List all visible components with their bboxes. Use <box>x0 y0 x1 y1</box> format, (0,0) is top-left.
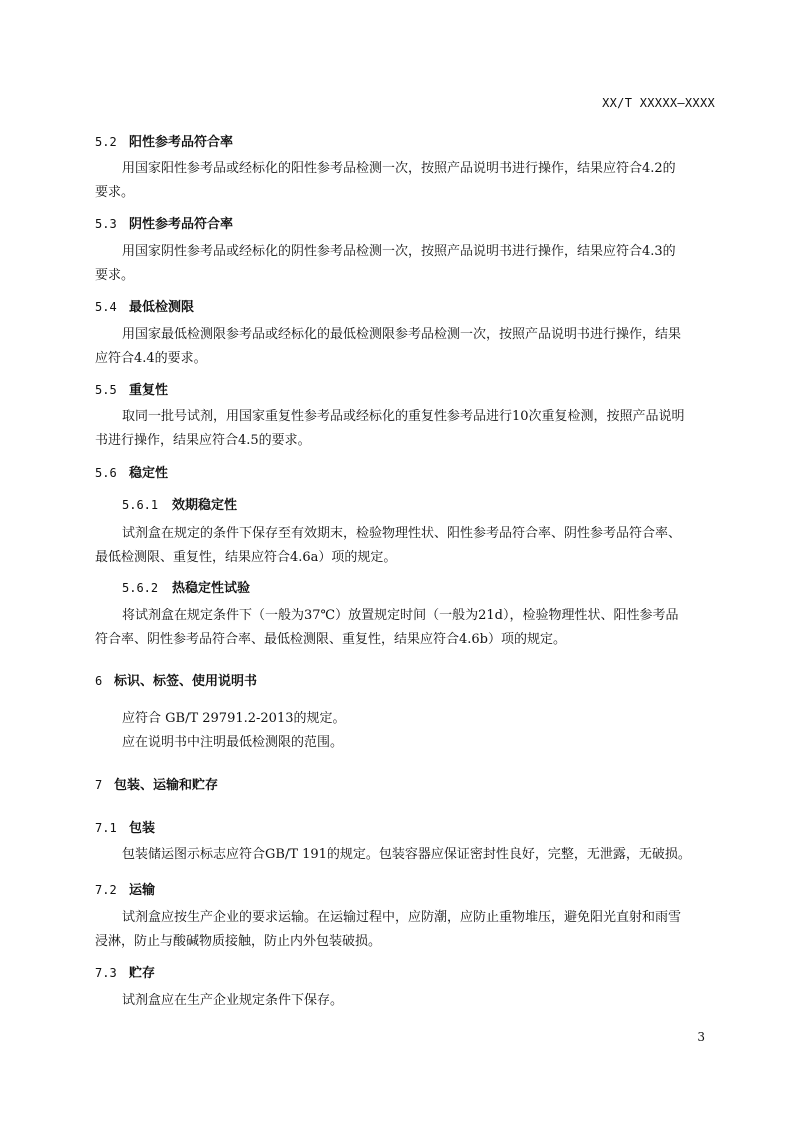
section-heading <box>95 462 168 481</box>
document-code-header: XX/T XXXXX—XXXX <box>602 96 715 110</box>
paragraph-line: 符合率、阴性参考品符合率、最低检测限、重复性，结果应符合4.6b）项的规定。 <box>95 632 566 647</box>
paragraph-line: 用国家阴性参考品或经标化的阴性参考品检测一次，按照产品说明书进行操作，结果应符合4.3的 <box>122 244 676 259</box>
paragraph <box>95 989 718 1013</box>
section-title: 包装、运输和贮存 <box>114 778 219 793</box>
section-title: 运输 <box>129 883 156 898</box>
paragraph <box>95 906 718 954</box>
section-number: 7.2 <box>95 883 117 897</box>
paragraph <box>122 707 346 755</box>
paragraph-line: 浸淋，防止与酸碱物质接触，防止内外包装破损。 <box>95 934 382 949</box>
section-title: 效期稳定性 <box>172 498 238 513</box>
section-number: 5.6 <box>95 466 117 480</box>
page-number: 3 <box>697 1030 705 1044</box>
section-title: 贮存 <box>129 966 156 981</box>
paragraph <box>95 522 718 570</box>
section-title: 最低检测限 <box>129 300 195 315</box>
subsection-heading <box>122 577 250 596</box>
paragraph <box>95 604 718 652</box>
paragraph <box>95 405 718 453</box>
section-heading <box>95 213 233 232</box>
section-heading <box>95 962 155 981</box>
paragraph-line: 将试剂盒在规定条件下（一般为37℃）放置规定时间（一般为21d），检验物理性状、阳性参考品 <box>122 608 679 623</box>
section-number: 6 <box>95 674 103 688</box>
section-heading <box>95 817 155 836</box>
section-title: 热稳定性试验 <box>172 581 251 596</box>
paragraph-line: 应符合4.4的要求。 <box>95 351 207 366</box>
section-heading <box>95 131 233 150</box>
section-number: 5.5 <box>95 383 117 397</box>
paragraph-line: 包装储运图示标志应符合GB/T 191的规定。包装容器应保证密封性良好，完整，无泄露，无破损。 <box>122 847 691 862</box>
section-number: 5.4 <box>95 300 117 314</box>
section-number: 5.6.2 <box>122 581 159 595</box>
section-title: 重复性 <box>129 383 169 398</box>
paragraph-line: 书进行操作，结果应符合4.5的要求。 <box>95 433 311 448</box>
section-heading <box>95 879 155 898</box>
section-number: 7.3 <box>95 966 117 980</box>
paragraph <box>95 157 718 205</box>
paragraph-line: 应在说明书中注明最低检测限的范围。 <box>122 735 344 750</box>
section-title: 标识、标签、使用说明书 <box>114 674 258 689</box>
section-title: 阴性参考品符合率 <box>129 217 234 232</box>
paragraph-line: 用国家最低检测限参考品或经标化的最低检测限参考品检测一次，按照产品说明书进行操作，结果 <box>122 327 682 342</box>
section-number: 5.2 <box>95 135 117 149</box>
paragraph-line: 试剂盒应在生产企业规定条件下保存。 <box>122 993 344 1008</box>
paragraph <box>95 843 718 867</box>
paragraph-line: 取同一批号试剂，用国家重复性参考品或经标化的重复性参考品进行10次重复检测，按照产品说明 <box>122 409 685 424</box>
paragraph <box>95 240 718 288</box>
subsection-heading <box>122 494 237 513</box>
section-heading <box>95 296 194 315</box>
section-number: 5.3 <box>95 217 117 231</box>
paragraph-line: 应符合 GB/T 29791.2-2013的规定。 <box>122 711 346 726</box>
paragraph-line: 试剂盒应按生产企业的要求运输。在运输过程中，应防潮，应防止重物堆压，避免阳光直射和雨雪 <box>122 910 682 925</box>
paragraph-line: 要求。 <box>95 185 135 200</box>
paragraph-line: 要求。 <box>95 268 135 283</box>
section-title: 稳定性 <box>129 466 169 481</box>
chapter-heading <box>95 670 257 689</box>
section-heading <box>95 379 168 398</box>
paragraph-line: 用国家阳性参考品或经标化的阳性参考品检测一次，按照产品说明书进行操作，结果应符合4.2的 <box>122 161 676 176</box>
section-title: 阳性参考品符合率 <box>129 135 234 150</box>
section-number: 7 <box>95 778 103 792</box>
paragraph <box>95 323 718 371</box>
paragraph-line: 试剂盒在规定的条件下保存至有效期末，检验物理性状、阳性参考品符合率、阴性参考品符合率、 <box>122 526 682 541</box>
section-title: 包装 <box>129 821 156 836</box>
section-number: 5.6.1 <box>122 498 159 512</box>
paragraph-line: 最低检测限、重复性，结果应符合4.6a）项的规定。 <box>95 550 397 565</box>
chapter-heading <box>95 774 218 793</box>
section-number: 7.1 <box>95 821 117 835</box>
